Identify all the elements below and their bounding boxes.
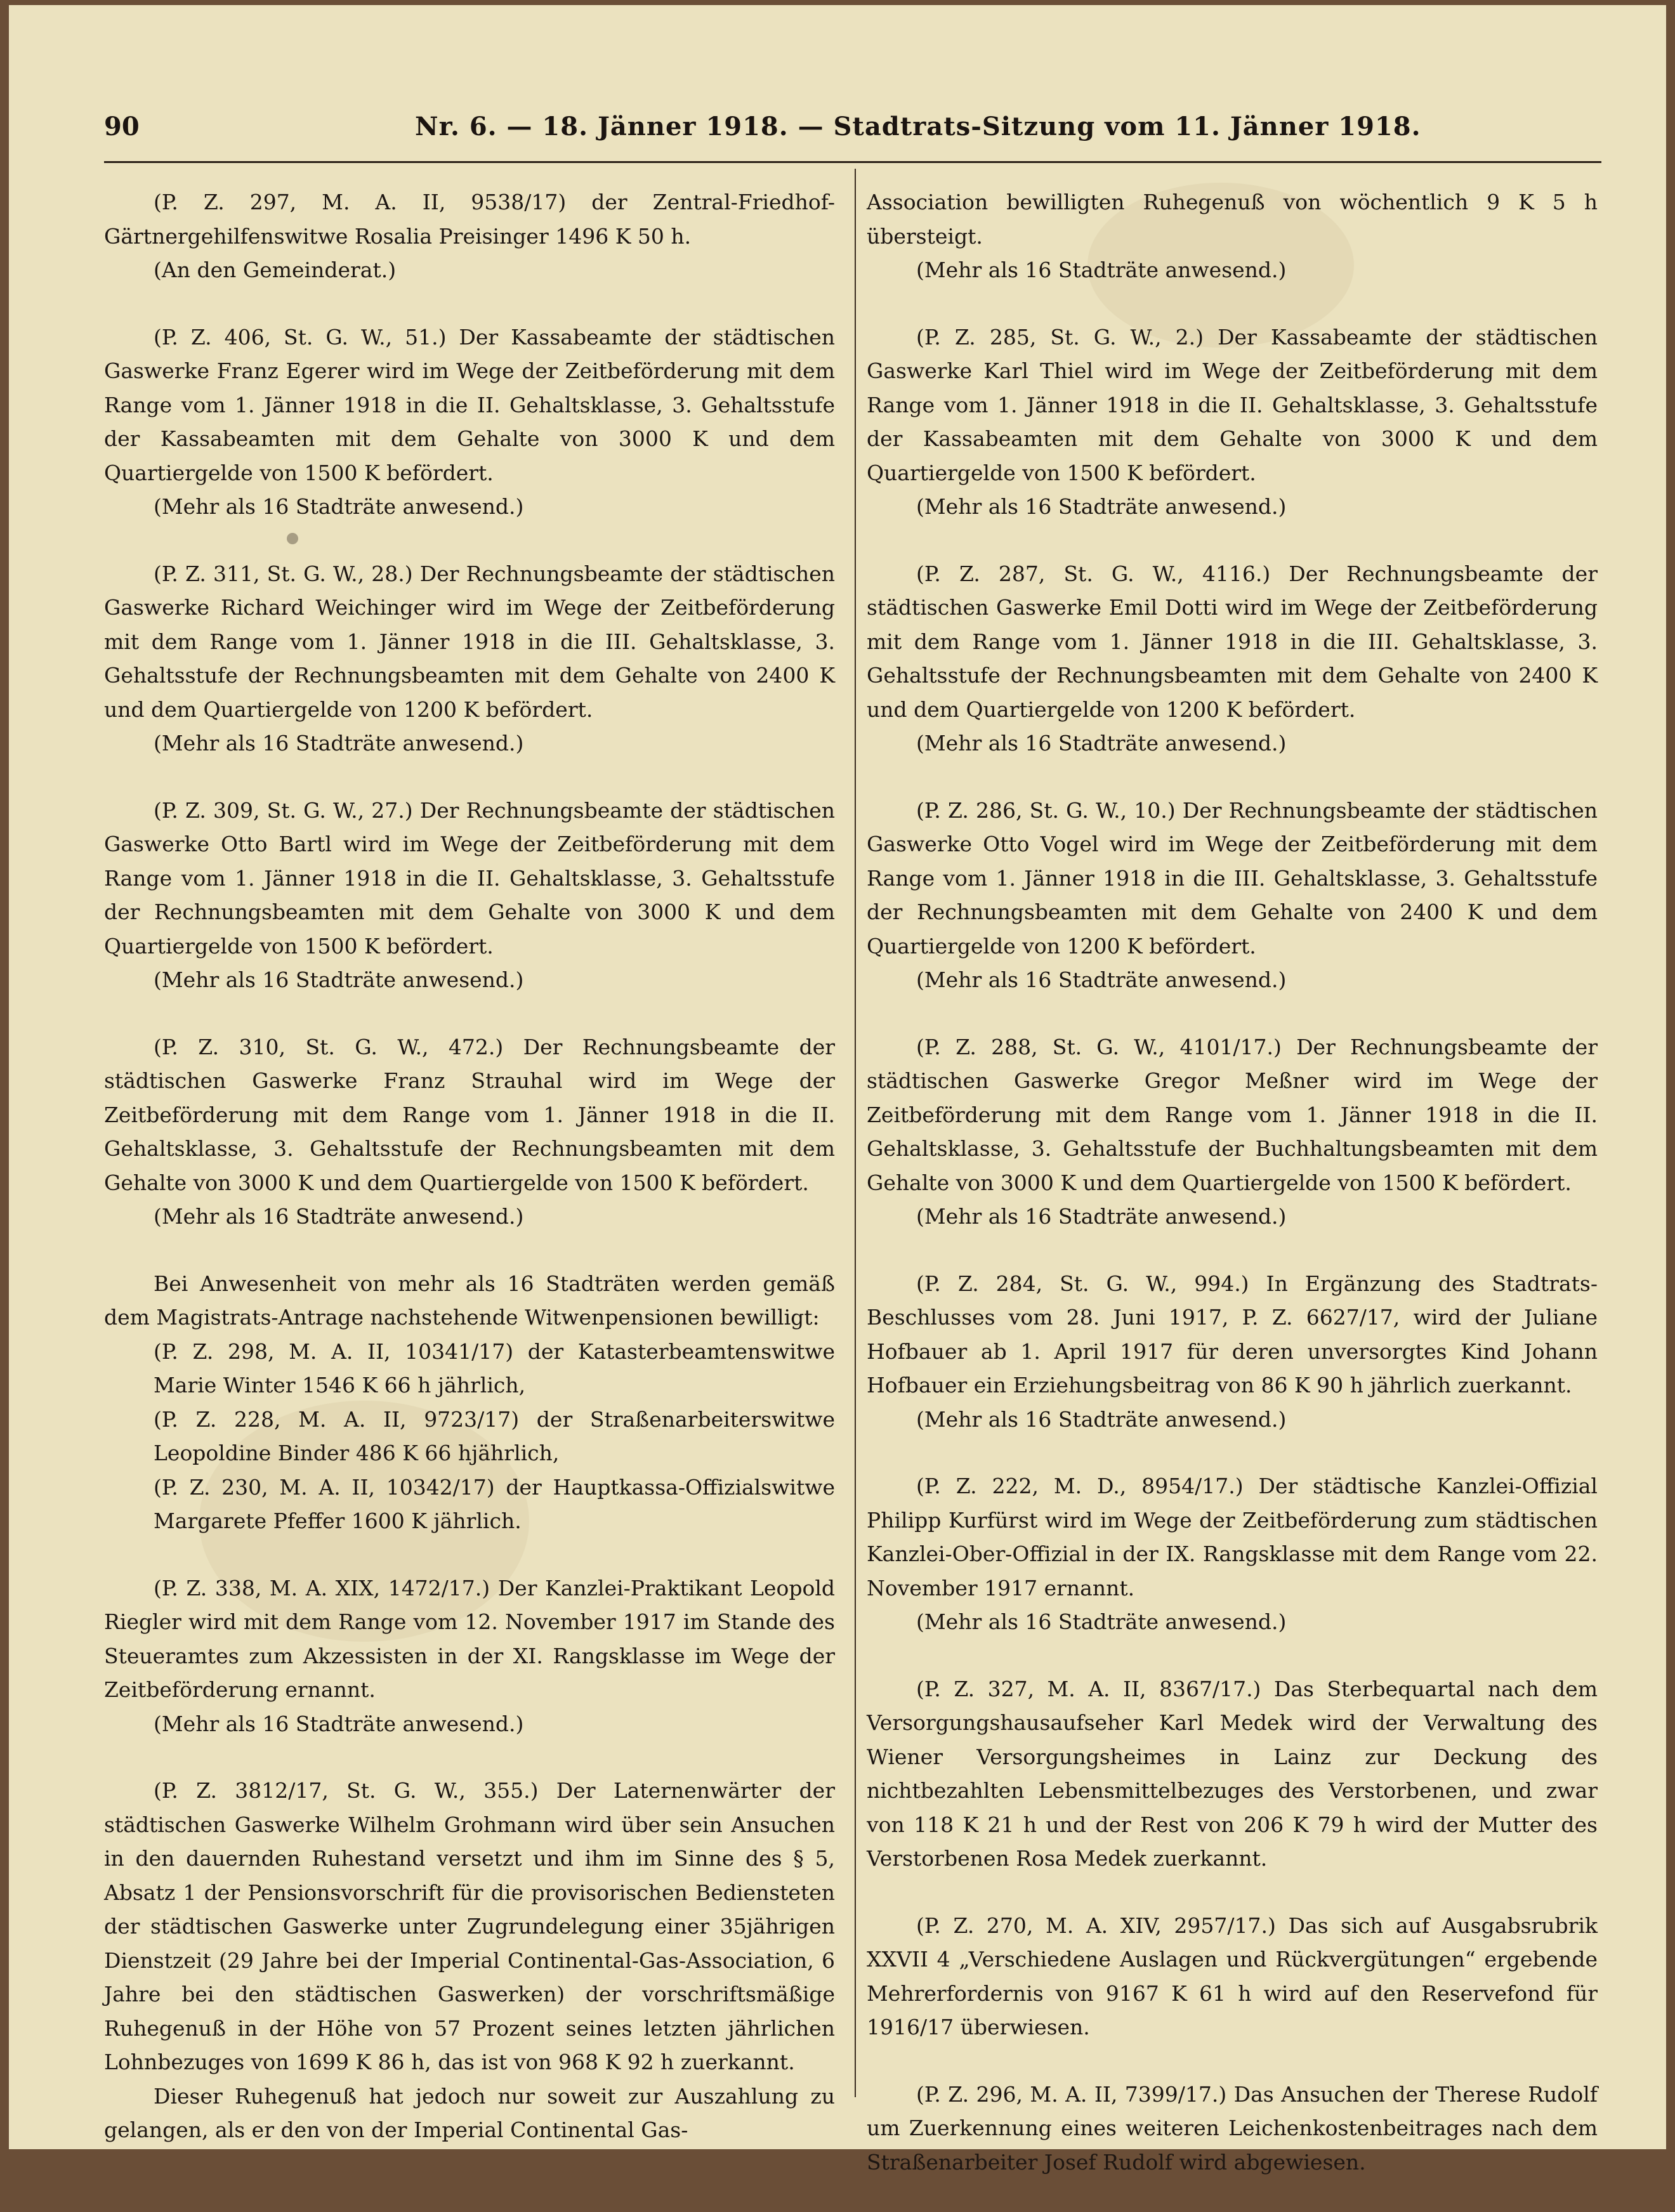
resolution-text: (P. Z. 297, M. A. II, 9538/17) der Zentral-Friedhof-Gärtnergehilfenswitwe Rosalia Preisinger 1496 K 50 h. — [104, 190, 835, 249]
attendance-note: (Mehr als 16 Stadträte anwesend.) — [916, 494, 1287, 519]
page-header — [104, 112, 1601, 156]
resolution-text: (P. Z. 310, St. G. W., 472.) Der Rechnungsbeamte der städtischen Gaswerke Franz Strauhal wird im Wege der Zeitbeförderung mit dem Range vom 1. Jänner 1918 in die II. Gehaltsklasse, 3. Gehaltsstufe der Rechnungsbeamten mit dem Gehalte von 3000 K und dem Quartiergelde von 1500 K befördert. — [104, 1034, 835, 1195]
attendance-note: (Mehr als 16 Stadträte anwesend.) — [916, 1406, 1287, 1432]
resolution-text: (P. Z. 222, M. D., 8954/17.) Der städtische Kanzlei-Offizial Philipp Kurfürst wird im Wege der Zeitbeförderung zum städtischen Kanzlei-Ober-Offizial in der IX. Rangsklasse mit dem Range vom 22. November 1917 ernannt. — [867, 1474, 1598, 1600]
resolution-text: (P. Z. 309, St. G. W., 27.) Der Rechnungsbeamte der städtischen Gaswerke Otto Bartl wird im Wege der Zeitbeförderung mit dem Range vom 1. Jänner 1918 in die II. Gehaltsklasse, 3. Gehaltsstufe der Rechnungsbeamten mit dem Gehalte von 3000 K und dem Quartiergelde von 1500 K befördert. — [104, 797, 835, 959]
resolution-text: Bei Anwesenheit von mehr als 16 Stadträten werden gemäß dem Magistrats-Antrage nachstehende Witwenpensionen bewilligt: — [104, 1271, 835, 1330]
resolution-text: (P. Z. 285, St. G. W., 2.) Der Kassabeamte der städtischen Gaswerke Karl Thiel wird im Wege der Zeitbeförderung mit dem Range vom 1. Jänner 1918 in die II. Gehaltsklasse, 3. Gehaltsstufe der Kassabeamten mit dem Gehalte von 3000 K und dem Quartiergelde von 1500 K befördert. — [867, 324, 1598, 485]
attendance-note: (Mehr als 16 Stadträte anwesend.) — [916, 258, 1287, 282]
attendance-note: (Mehr als 16 Stadträte anwesend.) — [154, 967, 524, 992]
attendance-note: (Mehr als 16 Stadträte anwesend.) — [916, 731, 1287, 756]
attendance-note: (Mehr als 16 Stadträte anwesend.) — [916, 967, 1287, 992]
continuation-text: Association bewilligten Ruhegenuß von wöchentlich 9 K 5 h übersteigt. — [867, 190, 1598, 249]
resolution-entry — [104, 1267, 835, 1538]
running-head: Nr. 6. — 18. Jänner 1918. — Stadtrats-Sitzung vom 11. Jänner 1918. — [415, 112, 1421, 141]
header-rule — [104, 161, 1601, 163]
attendance-note: (Mehr als 16 Stadträte anwesend.) — [154, 494, 524, 519]
resolution-entry — [104, 320, 835, 524]
resolution-text: (P. Z. 270, M. A. XIV, 2957/17.) Das sich auf Ausgabsrubrik XXVII 4 „Verschiedene Auslagen und Rückvergütungen“ ergebende Mehrerfordernis von 9167 K 61 h wird auf den Reservefond für 1916/17 überwiesen. — [867, 1913, 1598, 2039]
resolution-entry — [104, 1571, 835, 1741]
resolution-text: (P. Z. 286, St. G. W., 10.) Der Rechnungsbeamte der städtischen Gaswerke Otto Vogel wird im Wege der Zeitbeförderung mit dem Range vom 1. Jänner 1918 in die III. Gehaltsklasse, 3. Gehaltsstufe der Rechnungsbeamten mit dem Gehalte von 2400 K und dem Quartiergelde von 1200 K befördert. — [867, 797, 1598, 959]
resolution-text: (P. Z. 311, St. G. W., 28.) Der Rechnungsbeamte der städtischen Gaswerke Richard Weichinger wird im Wege der Zeitbeförderung mit dem Range vom 1. Jänner 1918 in die III. Gehaltsklasse, 3. Gehaltsstufe der Rechnungsbeamten mit dem Gehalte von 2400 K und dem Quartiergelde von 1200 K befördert. — [104, 561, 835, 722]
attendance-note: (Mehr als 16 Stadträte anwesend.) — [916, 1609, 1287, 1634]
resolution-entry — [867, 1909, 1598, 2045]
resolution-entry — [104, 1030, 835, 1234]
ink-smudge — [287, 533, 298, 544]
attendance-note: (Mehr als 16 Stadträte anwesend.) — [916, 1204, 1287, 1229]
resolution-entry — [104, 557, 835, 761]
resolution-entry — [867, 1672, 1598, 1876]
resolution-text: (P. Z. 296, M. A. II, 7399/17.) Das Ansuchen der Therese Rudolf um Zuerkennung eines weiteren Leichenkostenbeitrages nach dem Straßenarbeiter Josef Rudolf wird abgewiesen. — [867, 2081, 1598, 2175]
resolution-text: (P. Z. 327, M. A. II, 8367/17.) Das Sterbequartal nach dem Versorgungshausaufseher Karl Medek wird der Verwaltung des Wiener Versorgungsheimes in Lainz zur Deckung des nichtbezahlten Lebensmittelbezuges des Verstorbenen, und zwar von 118 K 21 h und der Rest von 206 K 79 h wird der Mutter des Verstorbenen Rosa Medek zuerkannt. — [867, 1676, 1598, 1871]
attendance-note: (Mehr als 16 Stadträte anwesend.) — [154, 731, 524, 756]
resolution-text: (P. Z. 228, M. A. II, 9723/17) der Straßenarbeiterswitwe Leopoldine Binder 486 K 66 hjährlich, — [154, 1406, 835, 1465]
resolution-text: (P. Z. 338, M. A. XIX, 1472/17.) Der Kanzlei-Praktikant Leopold Riegler wird mit dem Range vom 12. November 1917 im Stande des Steueramtes zum Akzessisten in der XI. Rangsklasse im Wege der Zeitbeförderung ernannt. — [104, 1575, 835, 1702]
resolution-entry — [104, 794, 835, 997]
resolution-entry — [104, 185, 835, 287]
resolution-text: (P. Z. 406, St. G. W., 51.) Der Kassabeamte der städtischen Gaswerke Franz Egerer wird im Wege der Zeitbeförderung mit dem Range vom 1. Jänner 1918 in die II. Gehaltsklasse, 3. Gehaltsstufe der Kassabeamten mit dem Gehalte von 3000 K und dem Quartiergelde von 1500 K befördert. — [104, 324, 835, 485]
page-number: 90 — [104, 112, 140, 141]
resolution-entry — [867, 320, 1598, 524]
resolution-entry — [867, 557, 1598, 761]
resolution-entry — [104, 1774, 835, 2147]
resolution-text: Dieser Ruhegenuß hat jedoch nur soweit zur Auszahlung zu gelangen, als er den von der Imperial Continental Gas- — [104, 2083, 835, 2142]
resolution-text: (P. Z. 287, St. G. W., 4116.) Der Rechnungsbeamte der städtischen Gaswerke Emil Dotti wird im Wege der Zeitbeförderung mit dem Range vom 1. Jänner 1918 in die III. Gehaltsklasse, 3. Gehaltsstufe der Rechnungsbeamten mit dem Gehalte von 2400 K und dem Quartiergelde von 1200 K befördert. — [867, 561, 1598, 722]
attendance-note: (An den Gemeinderat.) — [154, 258, 397, 282]
resolution-text: (P. Z. 288, St. G. W., 4101/17.) Der Rechnungsbeamte der städtischen Gaswerke Gregor Meßner wird im Wege der Zeitbeförderung mit dem Range vom 1. Jänner 1918 in die II. Gehaltsklasse, 3. Gehaltsstufe der Buchhaltungsbeamten mit dem Gehalte von 3000 K und dem Quartiergelde von 1500 K befördert. — [867, 1034, 1598, 1195]
right-column — [867, 185, 1598, 2212]
resolution-entry — [867, 1030, 1598, 1234]
resolution-text: (P. Z. 3812/17, St. G. W., 355.) Der Laternenwärter der städtischen Gaswerke Wilhelm Grohmann wird über sein Ansuchen in den dauernden Ruhestand versetzt und ihm im Sinne des § 5, Absatz 1 der Pensionsvorschrift für die provisorischen Bediensteten der städtischen Gaswerke unter Zugrundelegung einer 35jährigen Dienstzeit (29 Jahre bei der Imperial Continental-Gas-Association, 6 Jahre bei den städtischen Gaswerken) der vorschriftsmäßige Ruhegenuß in der Höhe von 57 Prozent seines letzten jährlichen Lohnbezuges von 1699 K 86 h, das ist von 968 K 92 h zuerkannt. — [104, 1778, 835, 2074]
resolution-text: (P. Z. 284, St. G. W., 994.) In Ergänzung des Stadtrats-Beschlusses vom 28. Juni 1917, P. Z. 6627/17, wird der Juliane Hofbauer ab 1. April 1917 für deren unversorgtes Kind Johann Hofbauer ein Erziehungsbeitrag von 86 K 90 h jährlich zuerkannt. — [867, 1271, 1598, 1397]
left-column — [104, 185, 835, 2180]
resolution-entry — [867, 1469, 1598, 1639]
column-divider — [855, 169, 856, 2097]
resolution-entry — [867, 794, 1598, 997]
attendance-note: (Mehr als 16 Stadträte anwesend.) — [154, 1711, 524, 1736]
newspaper-page — [9, 5, 1666, 2175]
resolution-entry — [867, 2078, 1598, 2180]
attendance-note: (Mehr als 16 Stadträte anwesend.) — [154, 1204, 524, 1229]
resolution-text: (P. Z. 298, M. A. II, 10341/17) der Katasterbeamtenswitwe Marie Winter 1546 K 66 h jährlich, — [154, 1338, 835, 1397]
resolution-entry — [867, 1267, 1598, 1437]
resolution-text: (P. Z. 230, M. A. II, 10342/17) der Hauptkassa-Offizialswitwe Margarete Pfeffer 1600 K jährlich. — [154, 1474, 835, 1533]
